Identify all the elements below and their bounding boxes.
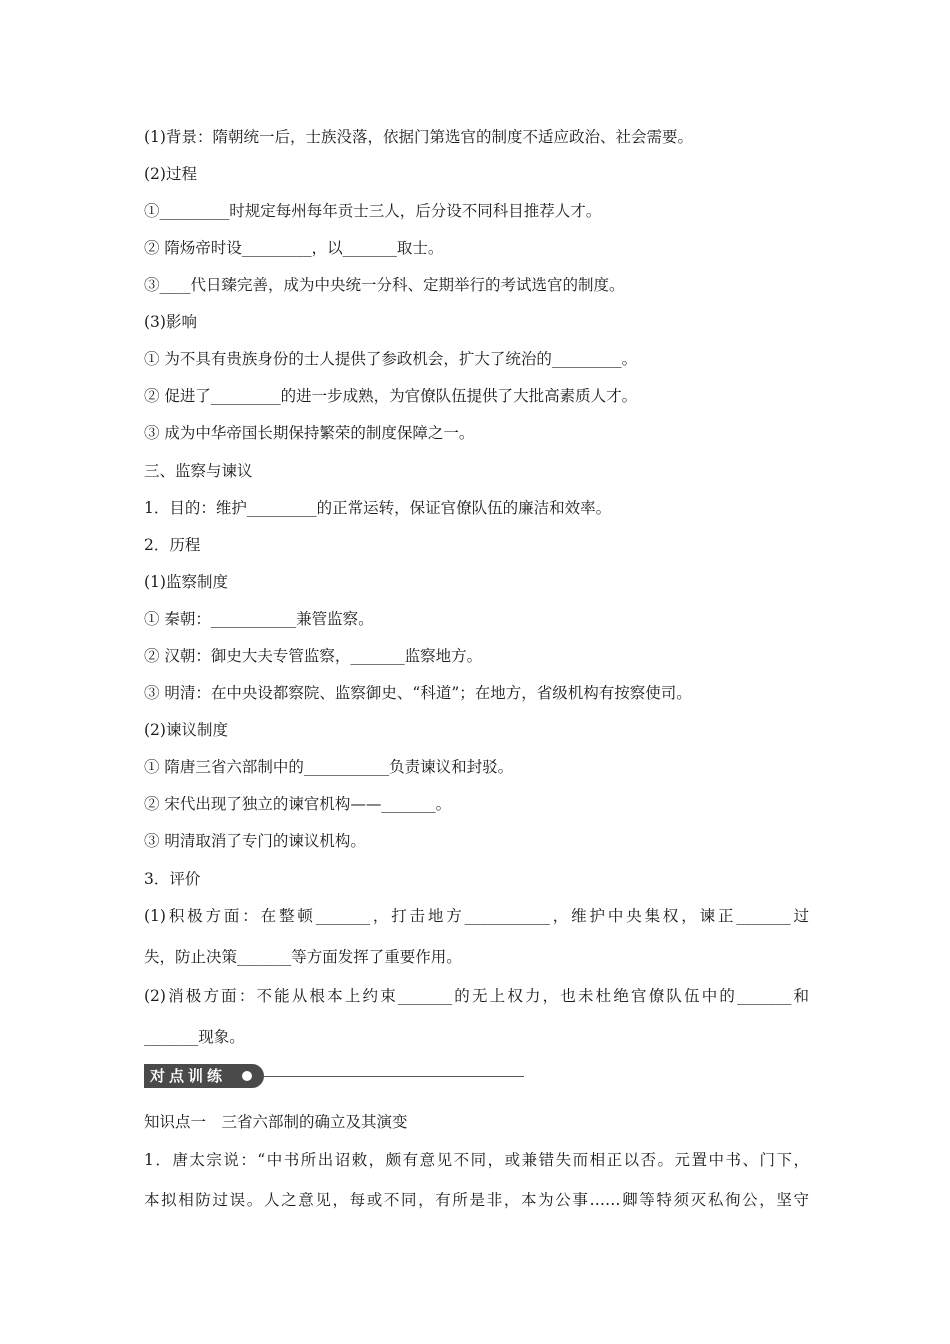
section-banner (144, 1064, 524, 1088)
text-line: ① 隋唐三省六部制中的___________负责谏议和封驳。 (144, 758, 514, 776)
banner-label-box (144, 1064, 264, 1088)
text-line: (2)消极方面：不能从根本上约束_______的无上权力，也未杜绝官僚队伍中的_______和 (144, 987, 809, 1005)
text-line: ② 宋代出现了独立的谏官机构——_______。 (144, 795, 452, 813)
banner-divider (262, 1076, 524, 1077)
section-heading: 三、监察与谏议 (144, 462, 253, 480)
text-line: 2．历程 (144, 536, 201, 554)
text-line: (1)积极方面：在整顿_______，打击地方___________，维护中央集权，谏正_______过 (144, 907, 809, 925)
question-text: 1．唐太宗说：“中书所出诏敕，颇有意见不同，或兼错失而相正以否。元置中书、门下， (144, 1151, 809, 1169)
text-line: ③ 明清取消了专门的谏议机构。 (144, 832, 366, 850)
text-line: (2)过程 (144, 165, 197, 183)
text-line: ① 秦朝：___________兼管监察。 (144, 610, 374, 628)
text-line: (2)谏议制度 (144, 721, 228, 739)
text-line: ③____代日臻完善，成为中央统一分科、定期举行的考试选官的制度。 (144, 276, 625, 294)
knowledge-point-heading: 知识点一 三省六部制的确立及其演变 (144, 1113, 408, 1131)
text-line: (3)影响 (144, 313, 197, 331)
question-text: 本拟相防过误。人之意见，每或不同，有所是非，本为公事……卿等特须灭私徇公，坚守 (144, 1191, 809, 1209)
text-line: 3．评价 (144, 870, 201, 888)
text-line: 失，防止决策_______等方面发挥了重要作用。 (144, 948, 462, 966)
text-line: 1．目的：维护_________的正常运转，保证官僚队伍的廉洁和效率。 (144, 499, 612, 517)
text-line: ② 促进了_________的进一步成熟，为官僚队伍提供了大批高素质人才。 (144, 387, 638, 405)
bullet-dot-icon (242, 1071, 252, 1081)
text-line: ③ 成为中华帝国长期保持繁荣的制度保障之一。 (144, 424, 475, 442)
text-line: (1)监察制度 (144, 573, 228, 591)
text-line: ② 隋炀帝时设_________，以_______取士。 (144, 239, 444, 257)
text-line: ② 汉朝：御史大夫专管监察，_______监察地方。 (144, 647, 483, 665)
text-line: ③ 明清：在中央设都察院、监察御史、“科道”；在地方，省级机构有按察使司。 (144, 684, 692, 702)
text-line: ① 为不具有贵族身份的士人提供了参政机会，扩大了统治的_________。 (144, 350, 638, 368)
banner-label: 对点训练 (150, 1067, 227, 1085)
text-line: ①_________时规定每州每年贡士三人，后分设不同科目推荐人才。 (144, 202, 602, 220)
text-line: (1)背景：隋朝统一后，士族没落，依据门第选官的制度不适应政治、社会需要。 (144, 128, 693, 146)
text-line: _______现象。 (144, 1028, 245, 1046)
